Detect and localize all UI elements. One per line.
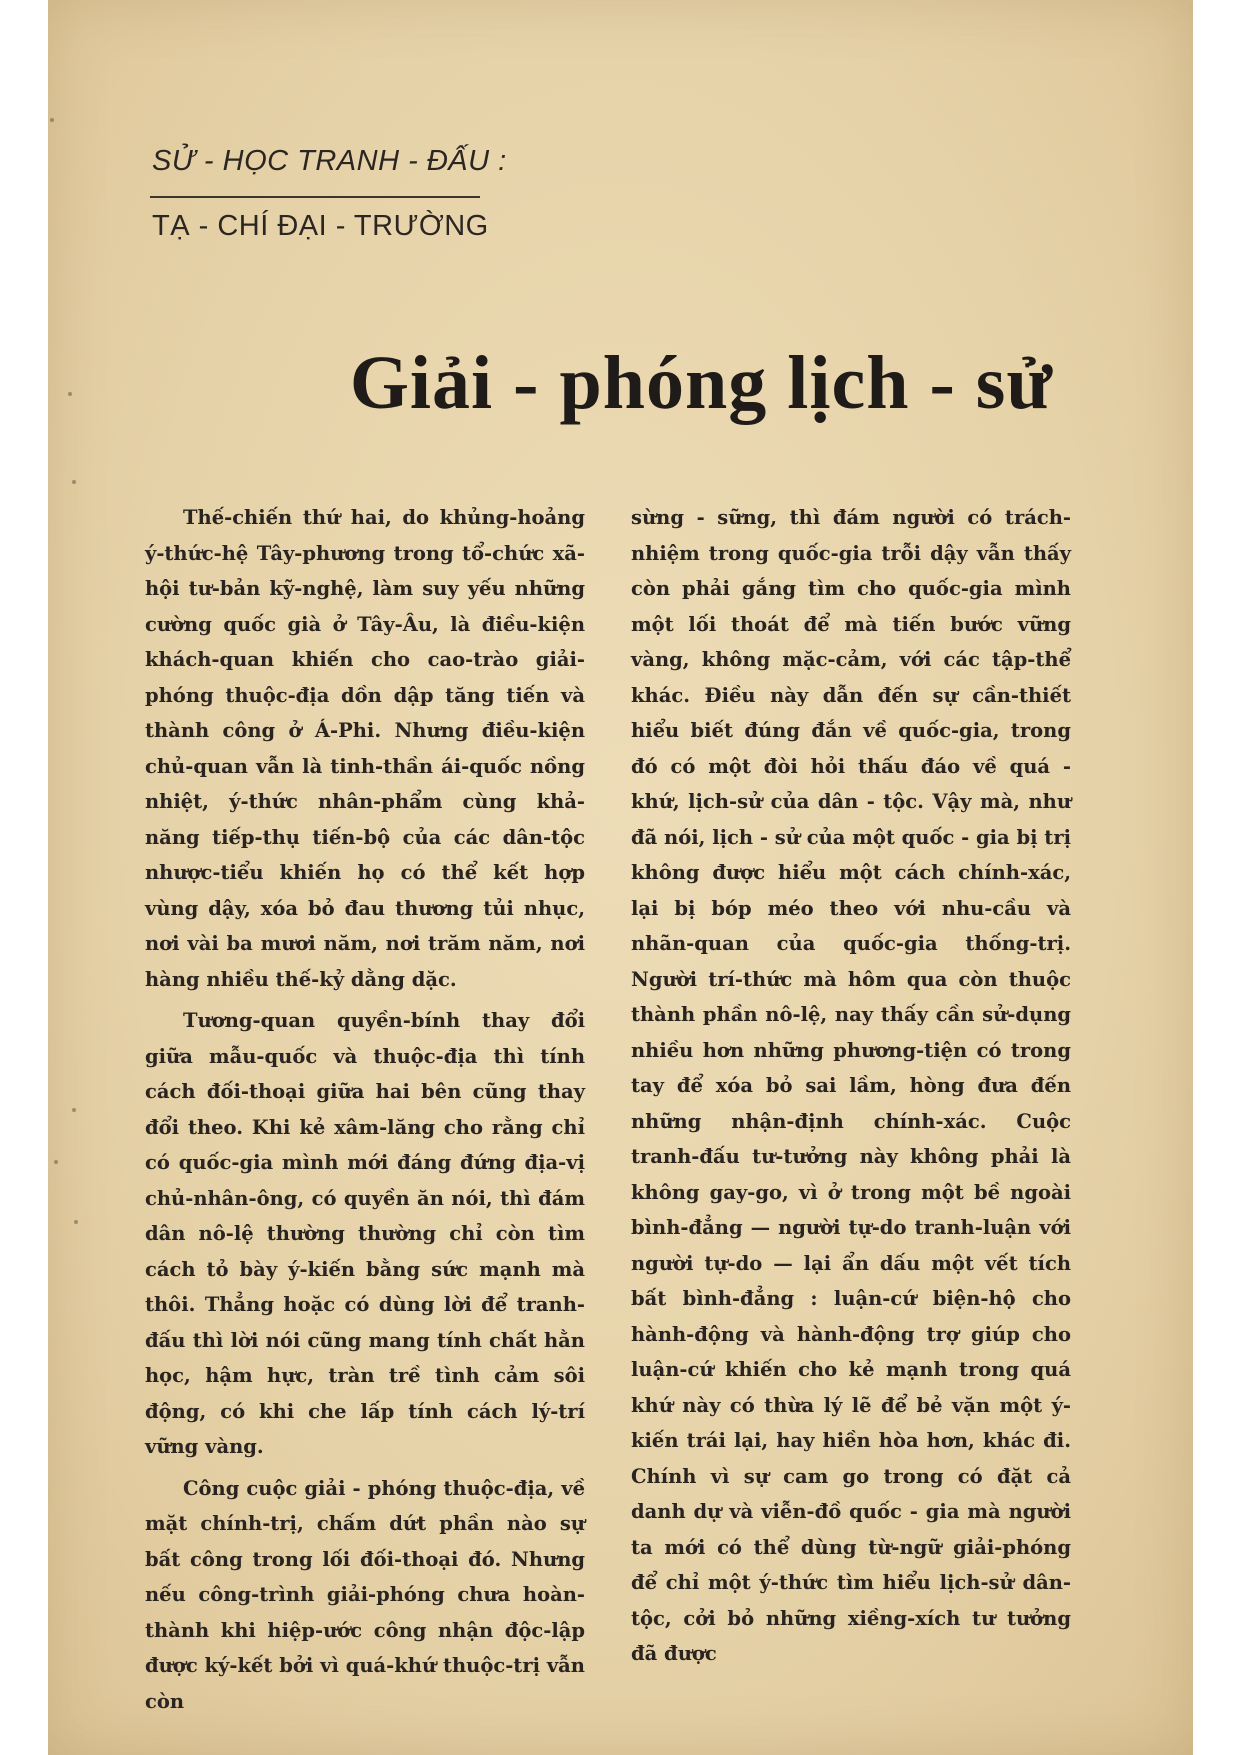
right-column (631, 500, 1071, 1672)
magazine-page (48, 0, 1193, 1755)
paper-speck (54, 1160, 58, 1164)
paper-speck (50, 118, 54, 122)
paper-speck (72, 480, 76, 484)
section-label: SỬ - HỌC TRANH - ĐẤU : (152, 145, 507, 177)
section-divider (150, 196, 480, 198)
article-title: Giải - phóng lịch - sử (349, 341, 1053, 425)
paper-speck (74, 1220, 78, 1224)
paragraph: Thế-chiến thứ hai, do khủng-hoảng ý-thức-hệ Tây-phương trong tổ-chức xã-hội tư-bản kỹ-nghệ, làm suy yếu những cường quốc già ở Tây-Âu, là điều-kiện khách-quan khiến cho cao-trào giải-phóng thuộc-địa dồn dập tăng tiến và thành công ở Á-Phi. Nhưng điều-kiện chủ-quan vẫn là tinh-thần ái-quốc nồng nhiệt, ý-thức nhân-phẩm cùng khả-năng tiếp-thụ tiến-bộ của các dân-tộc nhược-tiểu khiến họ có thể kết hợp vùng dậy, xóa bỏ đau thương tủi nhục, nơi vài ba mươi năm, nơi trăm năm, nơi hàng nhiều thế-kỷ dằng dặc. (145, 506, 585, 991)
left-column (145, 500, 585, 1719)
paper-speck (68, 392, 72, 396)
paragraph: Công cuộc giải - phóng thuộc-địa, về mặt chính-trị, chấm dứt phần nào sự bất công trong lối đối-thoại đó. Nhưng nếu công-trình giải-phóng chưa hoàn-thành khi hiệp-ước công nhận độc-lập được ký-kết bởi vì quá-khứ thuộc-trị vẫn còn (145, 1476, 585, 1713)
paper-speck (72, 1108, 76, 1112)
paragraph: Tương-quan quyền-bính thay đổi giữa mẫu-quốc và thuộc-địa thì tính cách đối-thoại giữa hai bên cũng thay đổi theo. Khi kẻ xâm-lăng cho rằng chỉ có quốc-gia mình mới đáng đứng địa-vị chủ-nhân-ông, có quyền ăn nói, thì đám dân nô-lệ thường thường chỉ còn tìm cách tỏ bày ý-kiến bằng sức mạnh mà thôi. Thẳng hoặc có dùng lời để tranh-đấu thì lời nói cũng mang tính chất hằn học, hậm hực, tràn trề tình cảm sôi động, có khi che lấp tính cách lý-trí vững vàng. (145, 1009, 585, 1458)
paragraph: sừng - sững, thì đám người có trách-nhiệm trong quốc-gia trỗi dậy vẫn thấy còn phải gắng tìm cho quốc-gia mình một lối thoát để mà tiến bước vững vàng, không mặc-cảm, với các tập-thể khác. Điều này dẫn đến sự cần-thiết hiểu biết đúng đắn về quốc-gia, trong đó có một đòi hỏi thấu đáo về quá - khứ, lịch-sử của dân - tộc. Vậy mà, như đã nói, lịch - sử của một quốc - gia bị trị không được hiểu một cách chính-xác, lại bị bóp méo theo với nhu-cầu và nhãn-quan của quốc-gia thống-trị. Người trí-thức mà hôm qua còn thuộc thành phần nô-lệ, nay thấy cần sử-dụng nhiều hơn những phương-tiện có trong tay để xóa bỏ sai lầm, hòng đưa đến những nhận-định chính-xác. Cuộc tranh-đấu tư-tưởng này không phải là không gay-go, vì ở trong một bề ngoài bình-đẳng — người tự-do tranh-luận với người tự-do — lại ẩn dấu một vết tích bất bình-đẳng : luận-cứ biện-hộ cho hành-động và hành-động trợ giúp cho luận-cứ khiến cho kẻ mạnh trong quá khứ này có thừa lý lẽ để bẻ vặn một ý-kiến trái lại, hay hiền hòa hơn, khác đi. Chính vì sự cam go trong có đặt cả danh dự và viễn-đồ quốc - gia mà người ta mới có thể dùng từ-ngữ giải-phóng để chỉ một ý-thức tìm hiểu lịch-sử dân-tộc, cởi bỏ những xiềng-xích tư tưởng đã được (631, 506, 1071, 1665)
author-name: TẠ - CHÍ ĐẠI - TRƯỜNG (152, 210, 489, 242)
